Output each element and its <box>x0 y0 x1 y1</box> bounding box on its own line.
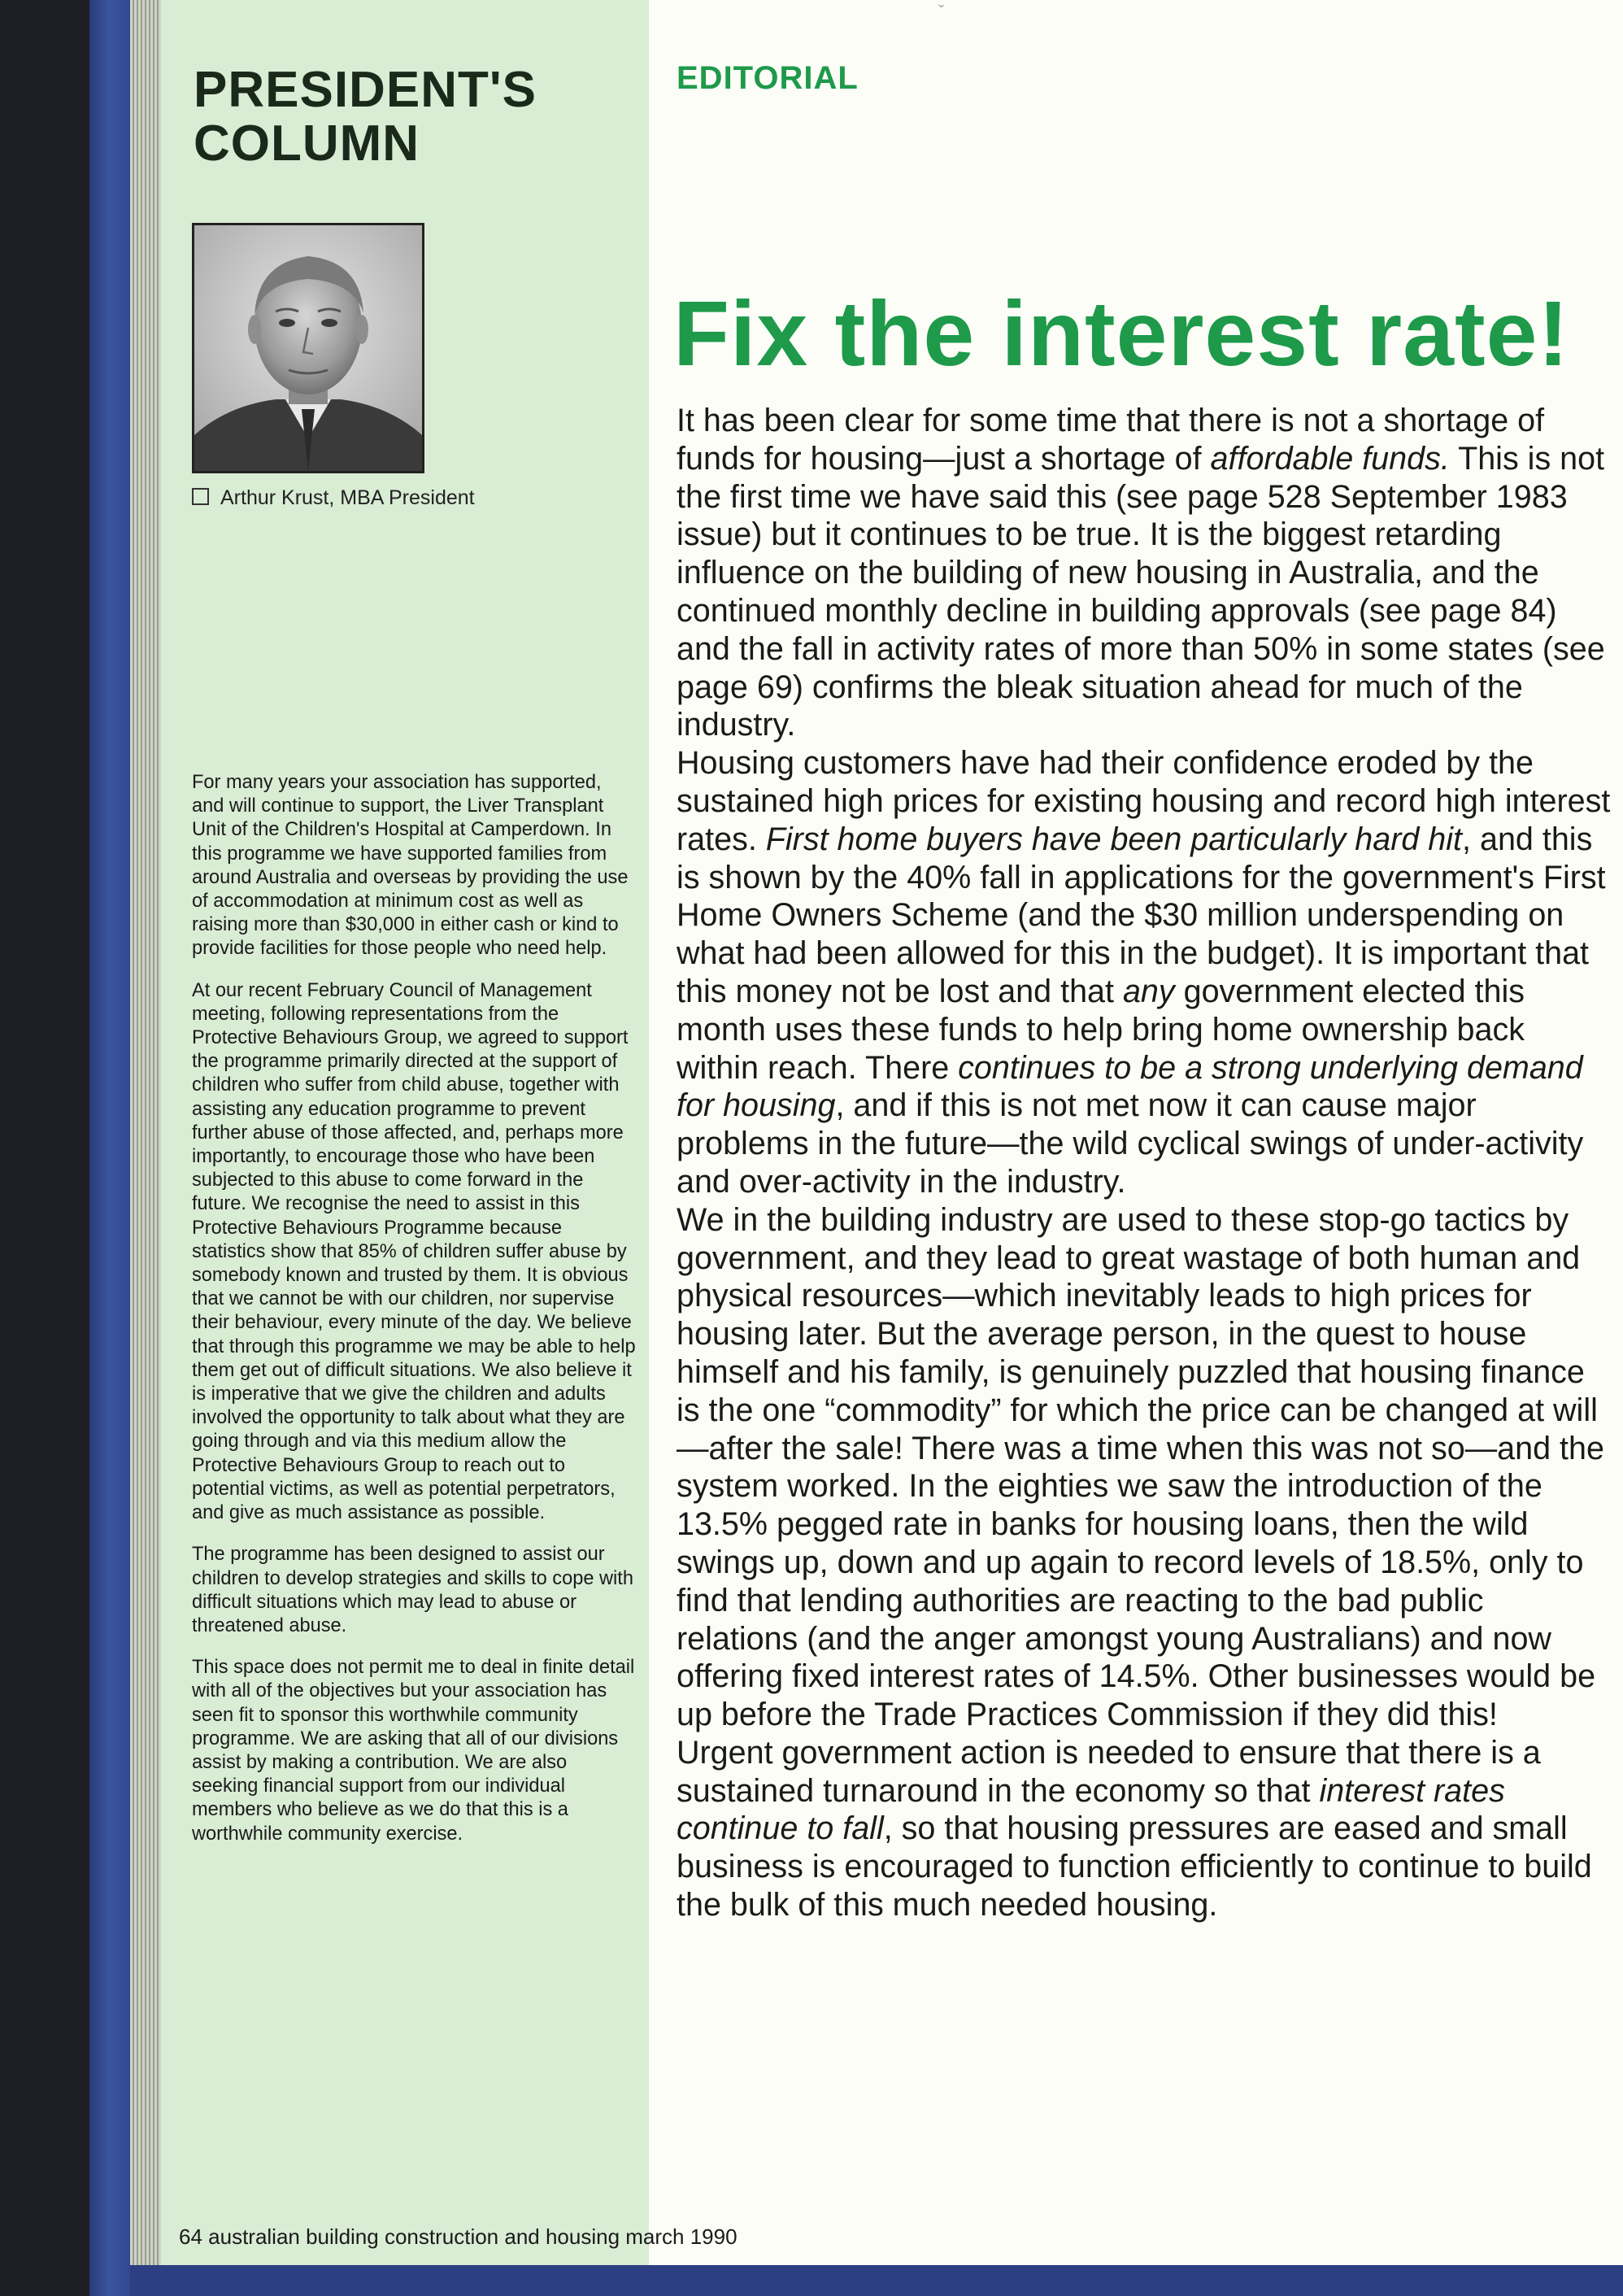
text-run: It has been clear for some time that there is not a shortage of funds for housing—just a shortage of <box>677 403 1545 477</box>
editorial-body <box>677 402 1612 1924</box>
text-run: government elected this month uses these funds to help bring home ownership back within reach. There <box>677 973 1525 1086</box>
presidents-column-body <box>192 771 637 1864</box>
portrait-image <box>194 225 422 471</box>
emphasis-run: any <box>1122 973 1175 1009</box>
column-paragraph: At our recent February Council of Management meeting, following representations from the Protective Behaviours Group, we agreed to support the programme primarily directed at the support of children who suffer from child abuse, together with assisting any education programme to prevent further abuse of those affected, and, perhaps more importantly, to encourage those who have been subjected to this abuse to come forward in the future. We recognise the need to assist in this Protective Behaviours Programme because statistics show that 85% of children suffer abuse by somebody known and trusted by them. It is obvious that we cannot be with our children, nor supervise their behaviour, every minute of the day. We believe that through this programme we may be able to help them get out of difficult situations. We also believe it is imperative that we give the children and adults involved the opportunity to talk about what they are going through and via this medium allow the Protective Behaviours Group to reach out to potential victims, as well as potential perpetrators, and give as much assistance as possible. <box>192 979 636 1524</box>
bottom-cover-band <box>130 2265 1623 2296</box>
editorial-paragraph-3: We in the building industry are used to these stop-go tactics by government, and they lead to great wastage of both human and physical resources—which inevitably leads to high prices for housing later. But the average person, in the quest to house himself and his family, is genuinely puzzled that housing finance is the one “commodity” for which the price can be changed at will—after the sale! There was a time when this was not so—and the system worked. In the eighties we saw the introduction of the 13.5% pegged rate in banks for housing loans, then the wild swings up, down and up again to record levels of 18.5%, only to find that lending authorities are reacting to the bad public relations (and the anger amongst young Australians) and now offering fixed interest rates of 14.5%. Other businesses would be up before the Trade Practices Commission if they did this! <box>677 1201 1604 1733</box>
emphasis-run: continues to be a strong underlying demand for housing <box>677 1049 1583 1124</box>
emphasis-run: First home buyers have been particularly hard hit <box>765 821 1463 857</box>
president-portrait <box>192 223 424 473</box>
editorial-headline: Fix the interest rate! <box>673 282 1570 385</box>
text-run: This is not the first time we have said this (see page 528 September 1983 issue) but it continues to be true. It is the biggest retarding influence on the building of new housing in Australia, and the continued monthly decline in building approvals (see page 84) and the fall in activity rates of more than 50% in some states (see page 69) confirms the bleak situation ahead for much of the industry. <box>677 440 1605 743</box>
checkbox-bullet-icon <box>192 488 209 505</box>
title-line-2: COLUMN <box>194 115 420 172</box>
page-footer: 64 australian building construction and housing march 1990 <box>179 2224 738 2249</box>
column-paragraph: The programme has been designed to assist our children to develop strategies and skills to cope with difficult situations which may lead to abuse or threatened abuse. <box>192 1544 633 1636</box>
column-paragraph: For many years your association has supported, and will continue to support, the Liver Transplant Unit of the Children's Hospital at Camperdown. In this programme we have supported families from around Australia and overseas by providing the use of accommodation at minimum cost as well as raising more than $30,000 in either cash or kind to provide facilities for those people who need help. <box>192 772 629 960</box>
page-stack-edge <box>130 0 161 2296</box>
text-run: , and this is shown by the 40% fall in applications for the government's First Home Owners Scheme (and the $30 million underspending on what had been allowed for this in the budget). It is important that this money not be lost and that <box>677 821 1606 1009</box>
emphasis-run: interest rates continue to fall <box>677 1772 1505 1847</box>
editorial-section-label: EDITORIAL <box>677 60 859 96</box>
editorial-paragraph-2 <box>677 744 1612 1201</box>
text-run: Housing customers have had their confidence eroded by the sustained high prices for existing housing and record high interest rates. <box>677 745 1611 857</box>
text-run: , so that housing pressures are eased and small business is encouraged to function efficiently to continue to build the bulk of this much needed housing. <box>677 1810 1592 1923</box>
text-run: , and if this is not met now it can cause major problems in the future—the wild cyclical swings of under-activity and over-activity in the industry. <box>677 1087 1584 1200</box>
column-paragraph: This space does not permit me to deal in finite detail with all of the objectives but your association has seen fit to sponsor this worthwhile community programme. We are asking that all of our divisions assist by making a contribution. We are also seeking financial support from our individual members who believe as we do that this is a worthwhile community exercise. <box>192 1657 635 1845</box>
editorial-paragraph-4 <box>677 1734 1612 1924</box>
emphasis-run: affordable funds. <box>1210 440 1450 477</box>
fold-mark: ˇ <box>938 2 945 22</box>
caption-text: Arthur Krust, MBA President <box>220 486 475 509</box>
editorial-paragraph-1 <box>677 402 1612 744</box>
text-run: Urgent government action is needed to ensure that there is a sustained turnaround in the economy so that <box>677 1734 1541 1809</box>
presidents-column-title <box>194 63 633 172</box>
title-line-1: PRESIDENT'S <box>194 62 537 118</box>
portrait-caption <box>192 486 631 510</box>
